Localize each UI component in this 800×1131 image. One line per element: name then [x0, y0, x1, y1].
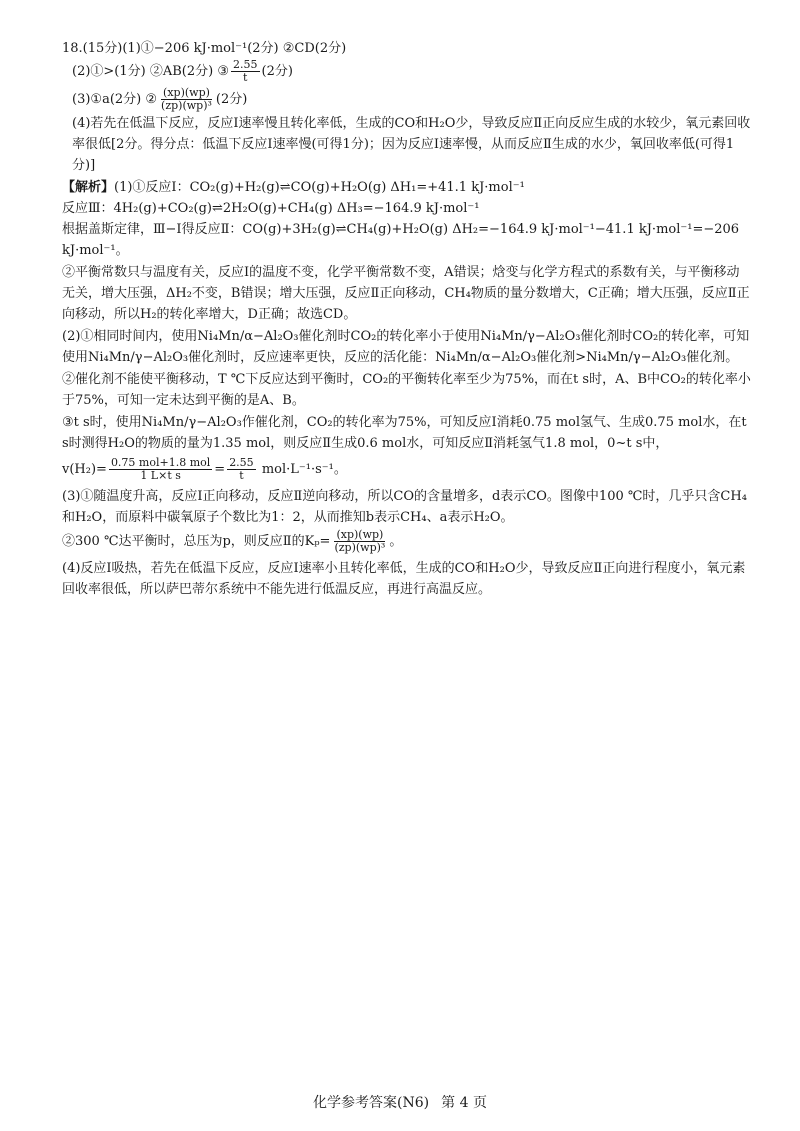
fraction-denominator: t: [239, 469, 244, 482]
fraction-rate: [231, 59, 260, 84]
answer-line-2-text: (2)①>(1分) ②AB(2分) ③: [72, 64, 229, 79]
answer-line-3: [62, 87, 752, 112]
analysis-p3: (2)①相同时间内，使用Ni₄Mn/α−Al₂O₃催化剂时CO₂的转化率小于使用Ni₄Mn/γ−Al₂O₃催化剂时CO₂的转化率，可知使用Ni₄Mn/γ−Al₂O₃催化剂时，反应速率更快，反应的活化能：Ni₄Mn/α−Al₂O₃催化剂>Ni₄Mn/γ−Al₂O₃催化剂。: [62, 329, 750, 365]
fraction-numerator: 2.55: [233, 58, 258, 71]
fraction-denominator: (zp)(wp)³: [334, 541, 386, 554]
answer-line-2: [62, 59, 752, 84]
answer-line-3-score: (2分): [215, 92, 248, 107]
fraction-numerator: 2.55: [229, 456, 254, 469]
page-footer: [0, 1093, 800, 1114]
analysis-p7-suffix: 。: [389, 534, 403, 549]
rate-prefix: v(H₂)=: [62, 462, 107, 477]
analysis-p1-line1: (1)①反应Ⅰ：CO₂(g)+H₂(g)⇌CO(g)+H₂O(g) ΔH₁=+41.1 kJ·mol⁻¹: [114, 180, 525, 195]
fraction-kp: [159, 87, 214, 112]
answer-line-2-score: (2分): [261, 64, 293, 79]
analysis-p6: (3)①随温度升高，反应Ⅰ正向移动，反应Ⅱ逆向移动，所以CO的含量增多，d表示CO。图像中100 ℃时，几乎只含CH₄和H₂O，而原料中碳氧原子个数比为1：2，从而推知b表示CH₄、a表示H₂O。: [62, 489, 747, 525]
fraction-kp-analysis: [332, 529, 387, 554]
analysis-rate-formula: [62, 457, 752, 482]
fraction-rate-full: [109, 457, 212, 482]
fraction-numerator: (xp)(wp): [336, 528, 384, 541]
fraction-rate-short: [227, 457, 256, 482]
analysis-p7: [62, 529, 752, 554]
analysis-p1-line2: 反应Ⅲ：4H₂(g)+CO₂(g)⇌2H₂O(g)+CH₄(g) ΔH₃=−164.9 kJ·mol⁻¹: [62, 201, 480, 216]
rate-equals: =: [214, 462, 226, 477]
analysis-p1-line3: 根据盖斯定律，Ⅲ−Ⅰ得反应Ⅱ：CO(g)+3H₂(g)⇌CH₄(g)+H₂O(g) ΔH₂=−164.9 kJ·mol⁻¹−41.1 kJ·mol⁻¹=−206 kJ·mol⁻¹。: [62, 222, 740, 258]
analysis-p2: ②平衡常数只与温度有关，反应Ⅰ的温度不变，化学平衡常数不变，A错误；焓变与化学方程式的系数有关，与平衡移动无关，增大压强，ΔH₂不变，B错误；增大压强，反应Ⅱ正向移动，CH₄物质的量分数增大，C正确；增大压强，反应Ⅱ正向移动，所以H₂的转化率增大，D正确；故选CD。: [62, 265, 750, 322]
answer-line-1: 18.(15分)(1)①−206 kJ·mol⁻¹(2分) ②CD(2分): [62, 41, 347, 56]
fraction-denominator: (zp)(wp)³: [161, 99, 212, 112]
fraction-numerator: (xp)(wp): [163, 86, 210, 99]
fraction-numerator: 0.75 mol+1.8 mol: [110, 456, 211, 469]
rate-unit: mol·L⁻¹·s⁻¹。: [261, 462, 347, 477]
analysis-p5: ③t s时，使用Ni₄Mn/γ−Al₂O₃作催化剂，CO₂的转化率为75%，可知反应Ⅰ消耗0.75 mol氢气、生成0.75 mol水，在t s时测得H₂O的物质的量为1.35 mol，则反应Ⅱ生成0.6 mol水，可知反应Ⅱ消耗氢气1.8 mol，0~t s中，: [62, 415, 747, 451]
answer-line-3-text: (3)①a(2分) ②: [72, 92, 158, 107]
footer-page-number: 第 4 页: [441, 1095, 487, 1111]
analysis-p7-prefix: ②300 ℃达平衡时，总压为p，则反应Ⅱ的Kₚ=: [62, 534, 331, 549]
fraction-denominator: t: [243, 71, 248, 84]
fraction-denominator: 1 L×t s: [140, 469, 181, 482]
analysis-p4: ②催化剂不能使平衡移动，T ℃下反应达到平衡时，CO₂的平衡转化率至少为75%，而在t s时，A、B中CO₂的转化率小于75%，可知一定未达到平衡的是A、B。: [62, 372, 751, 408]
answer-page: [62, 38, 752, 600]
analysis-p8: (4)反应Ⅰ吸热，若先在低温下反应，反应Ⅰ速率小且转化率低，生成的CO和H₂O少，导致反应Ⅱ正向进行程度小，氧元素回收率很低，所以萨巴蒂尔系统中不能先进行低温反应，再进行高温反应。: [62, 561, 746, 597]
answer-line-4: (4)若先在低温下反应，反应Ⅰ速率慢且转化率低，生成的CO和H₂O少，导致反应Ⅱ正向反应生成的水较少，氧元素回收率很低[2分。得分点：低温下反应Ⅰ速率慢(可得1分)；因为反应Ⅰ速率慢，从而反应Ⅱ生成的水少，氧回收率低(可得1分)]: [72, 116, 751, 173]
analysis-p1: [62, 177, 752, 198]
analysis-label: 【解析】: [62, 180, 115, 195]
footer-title: 化学参考答案(N6): [313, 1095, 430, 1111]
